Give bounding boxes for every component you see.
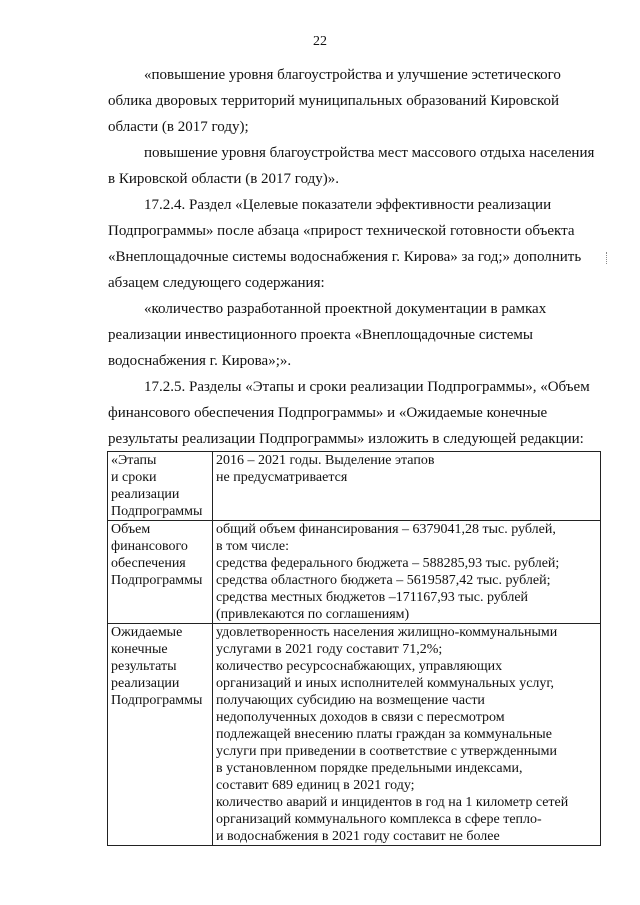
content-line: средства федерального бюджета – 588285,93 тыс. рублей; [216, 556, 560, 571]
program-table [107, 451, 601, 846]
label-line: конечные [111, 642, 168, 657]
content-line: недополученных доходов в связи с пересмотром [216, 710, 505, 725]
content-line: в установленном порядке предельными индексами, [216, 761, 523, 776]
content-line: составит 689 единиц в 2021 году; [216, 778, 415, 793]
table-label-cell [108, 452, 213, 521]
page-number: 22 [313, 34, 327, 49]
content-line: организаций коммунального комплекса в сфере тепло- [216, 812, 542, 827]
paragraph-3 [108, 192, 592, 296]
table-row [108, 521, 601, 624]
scan-artifact-mark [606, 252, 609, 264]
label-line: обеспечения [111, 556, 186, 571]
paragraph-line: Подпрограммы» после абзаца «прирост технической готовности объекта [108, 223, 575, 239]
label-line: реализации [111, 676, 180, 691]
paragraph-line: результаты реализации Подпрограммы» изложить в следующей редакции: [108, 431, 584, 447]
paragraph-5 [108, 374, 592, 452]
label-line: «Этапы [111, 453, 157, 468]
table-content-cell [213, 452, 601, 521]
content-line: получающих субсидию на возмещение части [216, 693, 485, 708]
table-row [108, 452, 601, 521]
paragraph-line: 17.2.4. Раздел «Целевые показатели эффективности реализации [144, 197, 552, 213]
content-line: не предусматривается [216, 470, 348, 485]
label-line: Подпрограммы [111, 504, 203, 519]
body-text [108, 62, 595, 452]
paragraph-line: финансового обеспечения Подпрограммы» и «Ожидаемые конечные [108, 405, 548, 421]
content-line: организаций и иных исполнителей коммунальных услуг, [216, 676, 555, 691]
label-line: Ожидаемые [111, 625, 183, 640]
table-content-cell [213, 521, 601, 624]
content-line: средства местных бюджетов –171167,93 тыс. рублей [216, 590, 529, 605]
content-line: и водоснабжения в 2021 году составит не более [216, 829, 500, 844]
label-line: финансового [111, 539, 188, 554]
paragraph-line: «Внеплощадочные системы водоснабжения г. Кирова» за год;» дополнить [108, 249, 582, 265]
label-line: результаты [111, 659, 177, 674]
content-line: (привлекаются по соглашениям) [216, 607, 410, 622]
paragraph-line: в Кировской области (в 2017 году)». [108, 171, 340, 187]
content-line: средства областного бюджета – 5619587,42 тыс. рублей; [216, 573, 551, 588]
paragraph-line: облика дворовых территорий муниципальных образований Кировской [108, 93, 560, 109]
table-content-cell [213, 624, 601, 846]
label-line: и сроки [111, 470, 157, 485]
content-line: удовлетворенность населения жилищно-коммунальными [216, 625, 558, 640]
label-line: реализации [111, 487, 180, 502]
paragraph-line: абзацем следующего содержания: [108, 275, 325, 291]
paragraph-1 [108, 62, 592, 140]
label-line: Объем [111, 522, 151, 537]
table-label-cell [108, 521, 213, 624]
paragraph-line: реализации инвестиционного проекта «Внеплощадочные системы [108, 327, 533, 343]
content-line: количество аварий и инцидентов в год на 1 километр сетей [216, 795, 569, 810]
paragraph-4 [108, 296, 592, 374]
content-line: в том числе: [216, 539, 289, 554]
table-row [108, 624, 601, 846]
label-line: Подпрограммы [111, 573, 203, 588]
paragraph-2 [108, 140, 595, 192]
paragraph-line: повышение уровня благоустройства мест массового отдыха населения [144, 145, 595, 161]
content-line: услугами в 2021 году составит 71,2%; [216, 642, 443, 657]
label-line: Подпрограммы [111, 693, 203, 708]
paragraph-line: водоснабжения г. Кирова»;». [108, 353, 292, 369]
content-line: количество ресурсоснабжающих, управляющих [216, 659, 503, 674]
content-line: подлежащей внесению платы граждан за коммунальные [216, 727, 552, 742]
paragraph-line: области (в 2017 году); [108, 119, 249, 135]
paragraph-line: «количество разработанной проектной документации в рамках [144, 301, 547, 317]
content-line: 2016 – 2021 годы. Выделение этапов [216, 453, 435, 468]
paragraph-line: «повышение уровня благоустройства и улучшение эстетического [144, 67, 561, 83]
table-label-cell [108, 624, 213, 846]
paragraph-line: 17.2.5. Разделы «Этапы и сроки реализации Подпрограммы», «Объем [144, 379, 590, 395]
content-line: общий объем финансирования – 6379041,28 тыс. рублей, [216, 522, 556, 537]
content-line: услуги при приведении в соответствие с утвержденными [216, 744, 558, 759]
